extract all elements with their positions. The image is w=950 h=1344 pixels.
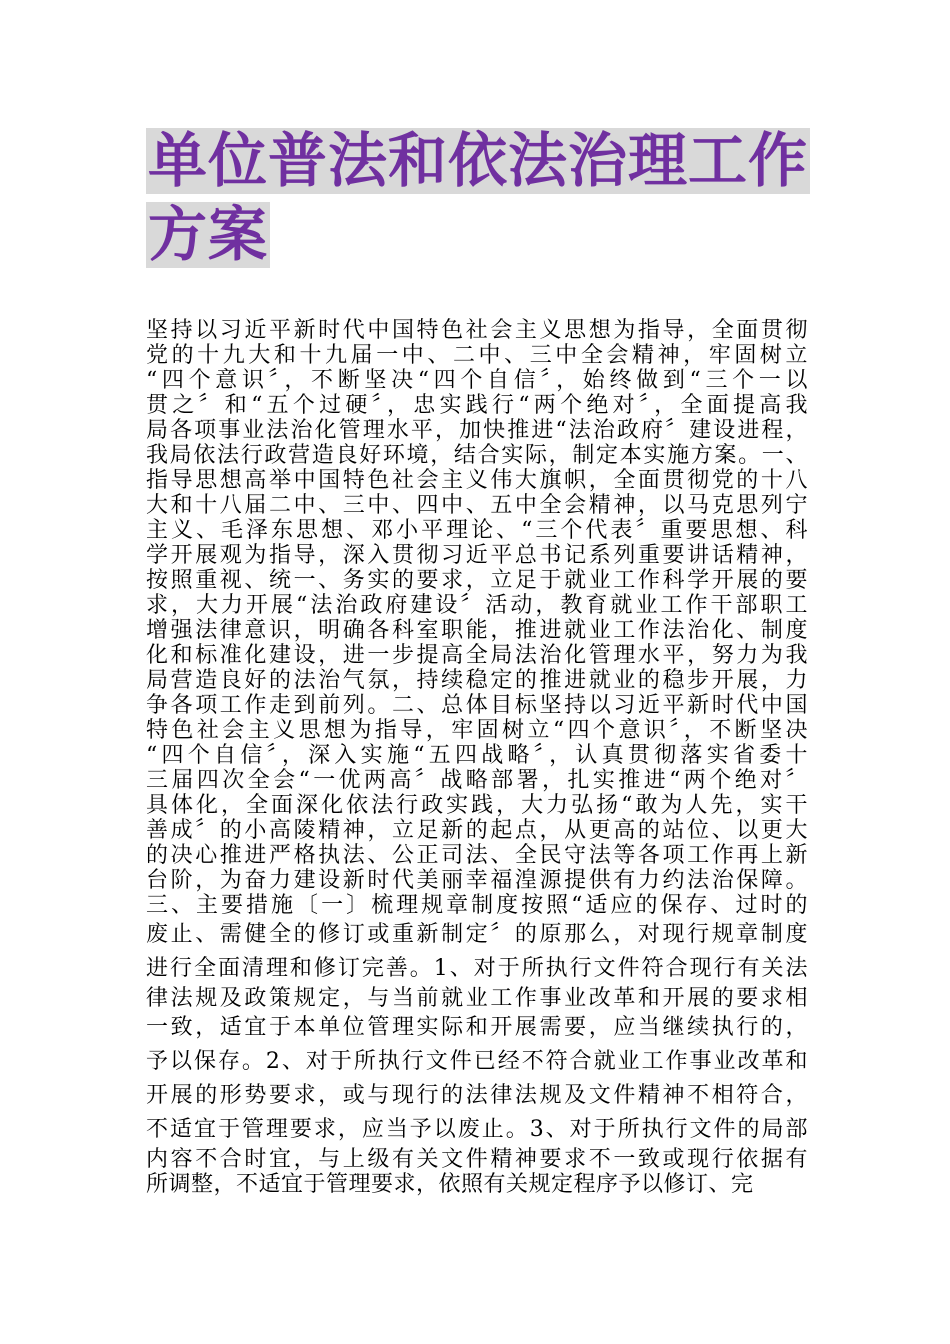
body-line: 增强法律意识，明确各科室职能，推进就业工作法治化、制度 (146, 618, 808, 643)
body-line: 台阶，为奋力建设新时代美丽幸福湟源提供有力约法治保障。 (146, 868, 808, 893)
body-line: 特色社会主义思想为指导，牢固树立“四个意识〞，不断坚决 (146, 718, 808, 743)
body-line: 指导思想高举中国特色社会主义伟大旗帜，全面贯彻党的十八 (146, 468, 808, 493)
body-line: 内容不合时宜，与上级有关文件精神要求不一致或现行依据有 (146, 1147, 808, 1172)
body-line: 的决心推进严格执法、公正司法、全民守法等各项工作再上新 (146, 843, 808, 868)
body-line: 求，大力开展“法治政府建设〞活动，教育就业工作干部职工 (146, 593, 808, 618)
body-line: “四个自信〞，深入实施“五四战略〞，认真贯彻落实省委十 (146, 743, 808, 768)
title-line: 单位普法和依法治理工作 (148, 126, 809, 195)
body-line: 三、主要措施〔一〕梳理规章制度按照“适应的保存、过时的 (146, 893, 808, 918)
body-line: 化和标准化建设，进一步提高全局法治化管理水平，努力为我 (146, 643, 808, 668)
body-line: 我局依法行政营造良好环境，结合实际，制定本实施方案。一、 (146, 443, 808, 468)
body-line: 具体化，全面深化依法行政实践，大力弘扬“敢为人先，实干 (146, 793, 808, 818)
document-body (146, 318, 808, 1197)
body-line: 按照重视、统一、务实的要求，立足于就业工作科学开展的要 (146, 568, 808, 593)
body-line: 律法规及政策规定，与当前就业工作事业改革和开展的要求相 (146, 986, 808, 1011)
body-line: 贯之〞和“五个过硬〞，忠实践行“两个绝对〞，全面提高我 (146, 393, 808, 418)
body-line: 学开展观为指导，深入贯彻习近平总书记系列重要讲话精神， (146, 543, 808, 568)
body-line: 三届四次全会“一优两高〞战略部署，扎实推进“两个绝对〞 (146, 768, 808, 793)
body-line: 大和十八届二中、三中、四中、五中全会精神，以马克思列宁 (146, 493, 808, 518)
body-line: 不适宜于管理要求，应当予以废止。3、对于所执行文件的局部 (146, 1117, 808, 1142)
body-line: 所调整，不适宜于管理要求，依照有关规定程序予以修订、完 (146, 1172, 754, 1197)
body-line: “四个意识〞，不断坚决“四个自信〞，始终做到“三个一以 (146, 368, 808, 393)
document-title (146, 128, 826, 276)
body-line: 局营造良好的法治气氛，持续稳定的推进就业的稳步开展，力 (146, 668, 808, 693)
body-line: 争各项工作走到前列。二、总体目标坚持以习近平新时代中国 (146, 693, 808, 718)
body-line: 善成〞的小高陵精神，立足新的起点，从更高的站位、以更大 (146, 818, 808, 843)
body-line: 党的十九大和十九届一中、二中、三中全会精神，牢固树立 (146, 343, 808, 368)
title-line: 方案 (148, 200, 269, 269)
body-line: 坚持以习近平新时代中国特色社会主义思想为指导，全面贯彻 (146, 318, 808, 343)
body-line: 进行全面清理和修订完善。1、对于所执行文件符合现行有关法 (146, 956, 808, 981)
body-line: 予以保存。2、对于所执行文件已经不符合就业工作事业改革和 (146, 1049, 808, 1074)
body-line: 一致，适宜于本单位管理实际和开展需要，应当继续执行的， (146, 1015, 808, 1040)
body-line: 开展的形势要求，或与现行的法律法规及文件精神不相符合， (146, 1083, 808, 1108)
body-line: 局各项事业法治化管理水平，加快推进“法治政府〞建设进程， (146, 418, 808, 443)
body-line: 废止、需健全的修订或重新制定〞的原那么，对现行规章制度 (146, 922, 808, 947)
body-line: 主义、毛泽东思想、邓小平理论、“三个代表〞重要思想、科 (146, 518, 808, 543)
